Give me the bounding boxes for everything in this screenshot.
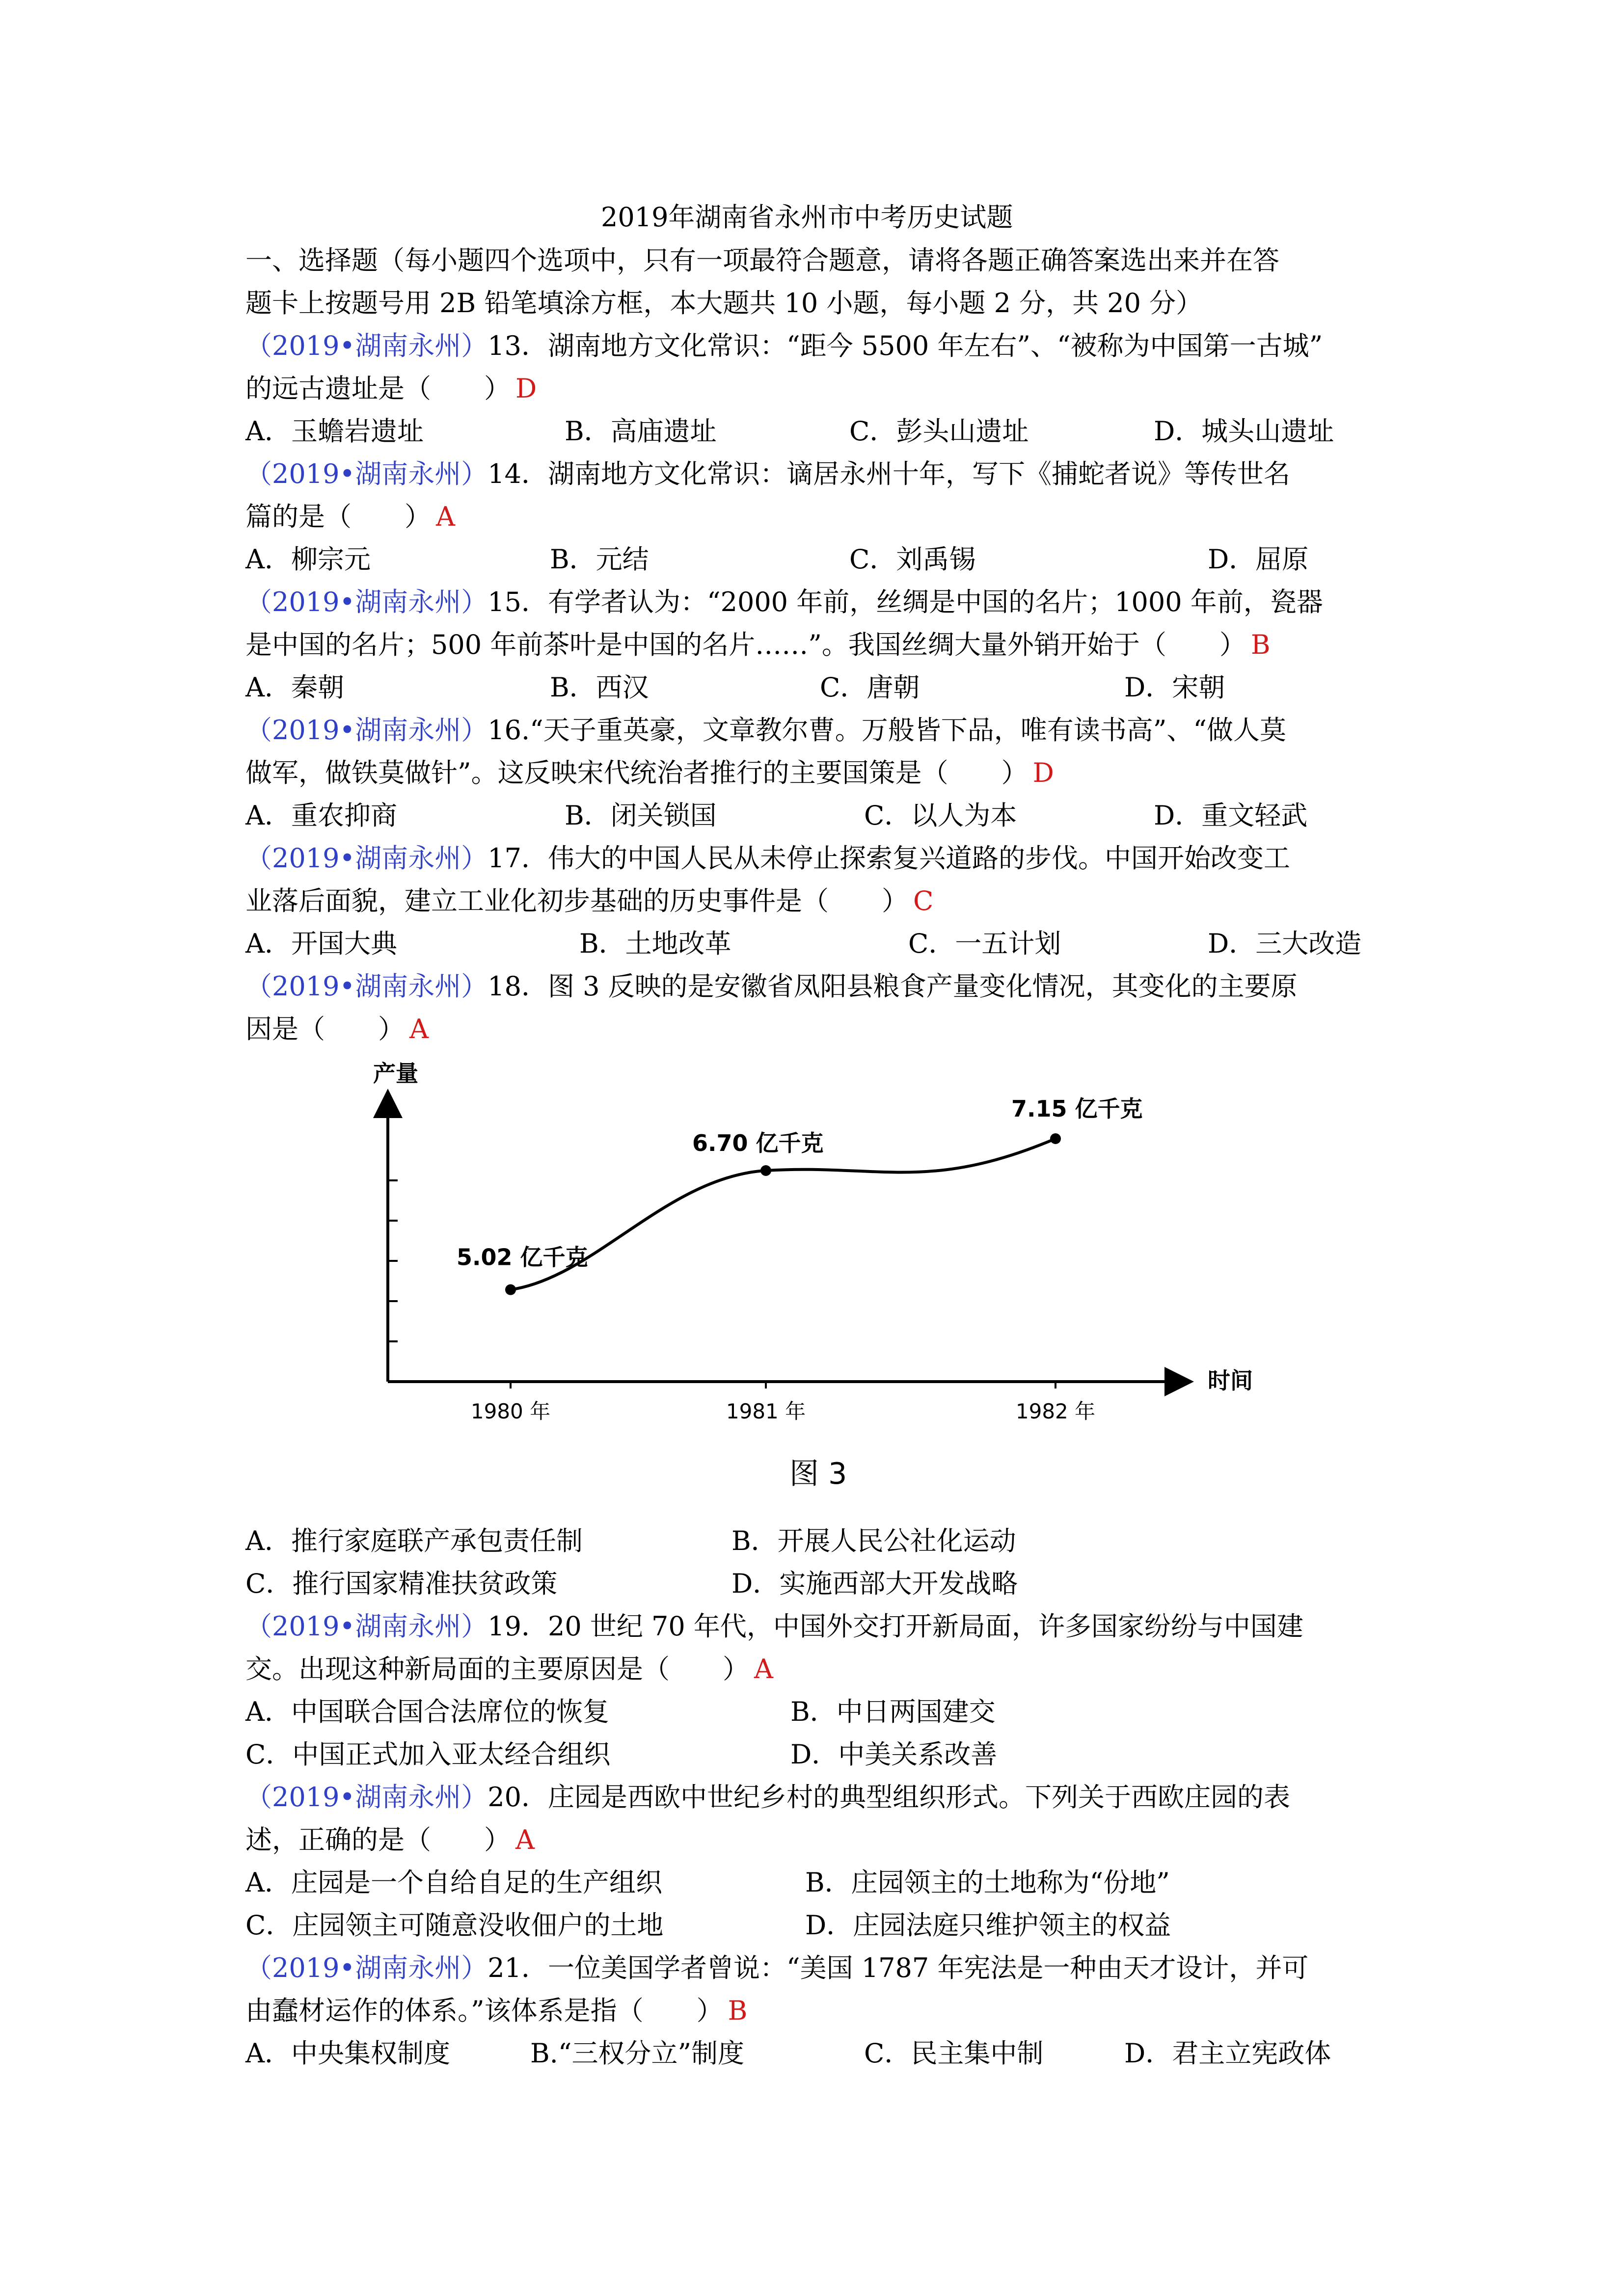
data-label: 5.02 亿千克 xyxy=(457,1244,588,1271)
question-18-cont xyxy=(245,1013,429,1045)
question-text: 20．庄园是西欧中世纪乡村的典型组织形式。下列关于西欧庄园的表 xyxy=(487,1782,1290,1813)
chart-marks xyxy=(457,1095,1143,1423)
option-d: D．宋朝 xyxy=(1124,672,1225,703)
option-a: A．玉蟾岩遗址 xyxy=(245,416,424,447)
question-text: 交。出现这种新局面的主要原因是（ ） xyxy=(245,1654,749,1684)
option-b: B．中日两国建交 xyxy=(790,1696,996,1727)
option-a: A．开国大典 xyxy=(245,928,397,959)
x-tick-label: 1982 年 xyxy=(1015,1399,1096,1423)
option-a: A．秦朝 xyxy=(245,672,344,703)
question-text: 因是（ ） xyxy=(245,1014,405,1044)
option-a: A．推行家庭联产承包责任制 xyxy=(245,1525,583,1556)
question-text: 是中国的名片；500 年前茶叶是中国的名片……”。我国丝绸大量外销开始于（ ） xyxy=(245,629,1246,660)
answer-key: A xyxy=(754,1654,773,1684)
y-axis-label: 产量 xyxy=(373,1060,418,1087)
x-tick-label: 1981 年 xyxy=(726,1399,806,1423)
question-17 xyxy=(245,842,1290,875)
question-15-cont xyxy=(245,629,1271,661)
question-14 xyxy=(245,458,1290,490)
question-source: （2019•湖南永州） xyxy=(245,1611,488,1642)
answer-key: D xyxy=(1032,757,1054,788)
question-source: （2019•湖南永州） xyxy=(245,1952,488,1983)
option-b: B．西汉 xyxy=(550,672,649,703)
answer-key: A xyxy=(436,501,455,532)
option-a: A．中央集权制度 xyxy=(245,2038,450,2069)
data-label: 6.70 亿千克 xyxy=(692,1130,824,1156)
question-17-cont xyxy=(245,885,933,917)
option-c: C．唐朝 xyxy=(820,672,920,703)
question-source: （2019•湖南永州） xyxy=(245,1782,488,1813)
question-source: （2019•湖南永州） xyxy=(245,458,488,489)
question-source: （2019•湖南永州） xyxy=(245,330,488,361)
question-text: 由蠢材运作的体系。”该体系是指（ ） xyxy=(245,1995,723,2026)
question-19 xyxy=(245,1610,1303,1643)
option-b: B．高庙遗址 xyxy=(565,416,717,447)
section-heading: 一、选择题（每小题四个选项中，只有一项最符合题意，请将各题正确答案选出来并在答 xyxy=(245,245,1279,276)
option-c: C．刘禹锡 xyxy=(849,544,976,575)
answer-key: B xyxy=(1250,629,1271,660)
option-a: A．中国联合国合法席位的恢复 xyxy=(245,1696,609,1727)
question-21-cont xyxy=(245,1995,747,2027)
series-line xyxy=(511,1139,1056,1290)
option-b: B．闭关锁国 xyxy=(565,800,717,831)
question-20-cont xyxy=(245,1824,535,1856)
question-source: （2019•湖南永州） xyxy=(245,971,488,1002)
answer-key: A xyxy=(409,1014,429,1044)
x-axis-label: 时间 xyxy=(1208,1367,1253,1394)
question-text: 篇的是（ ） xyxy=(245,501,431,532)
option-c: C．民主集中制 xyxy=(864,2038,1044,2069)
question-text: 15．有学者认为：“2000 年前，丝绸是中国的名片；1000 年前，瓷器 xyxy=(487,587,1323,617)
data-point xyxy=(1050,1133,1061,1144)
question-source: （2019•湖南永州） xyxy=(245,843,488,874)
answer-key: C xyxy=(913,885,934,916)
data-label: 7.15 亿千克 xyxy=(1011,1095,1143,1122)
option-d: D．中美关系改善 xyxy=(790,1739,998,1770)
question-14-cont xyxy=(245,501,455,533)
answer-key: D xyxy=(515,373,537,404)
option-c: C．庄园领主可随意没收佃户的土地 xyxy=(245,1910,664,1941)
option-c: C．一五计划 xyxy=(908,928,1061,959)
option-c: C．推行国家精准扶贫政策 xyxy=(245,1568,558,1599)
option-b: B．元结 xyxy=(550,544,649,575)
option-c: C．彭头山遗址 xyxy=(849,416,1029,447)
section-heading-cont: 题卡上按题号用 2B 铅笔填涂方框，本大题共 10 小题，每小题 2 分，共 20 分） xyxy=(245,288,1203,319)
option-b: B.“三权分立”制度 xyxy=(530,2038,745,2069)
option-d: D．屈原 xyxy=(1208,544,1309,575)
question-text: 17．伟大的中国人民从未停止探索复兴道路的步伐。中国开始改变工 xyxy=(487,843,1290,874)
question-19-cont xyxy=(245,1653,773,1685)
answer-key: B xyxy=(728,1995,748,2026)
grain-output-chart xyxy=(363,1058,1276,1445)
question-16-cont xyxy=(245,757,1054,789)
question-16 xyxy=(245,714,1286,747)
data-point xyxy=(760,1165,771,1176)
question-text: 述，正确的是（ ） xyxy=(245,1824,511,1855)
question-20 xyxy=(245,1781,1290,1814)
option-a: A．重农抑商 xyxy=(245,800,397,831)
question-source: （2019•湖南永州） xyxy=(245,715,488,746)
option-d: D．实施西部大开发战略 xyxy=(731,1568,1018,1599)
option-d: D．重文轻武 xyxy=(1154,800,1308,831)
option-b: B．土地改革 xyxy=(579,928,731,959)
option-d: D．庄园法庭只维护领主的权益 xyxy=(805,1910,1171,1941)
option-d: D．城头山遗址 xyxy=(1154,416,1334,447)
question-13 xyxy=(245,330,1323,362)
answer-key: A xyxy=(515,1824,535,1855)
question-15 xyxy=(245,586,1323,618)
option-a: A．柳宗元 xyxy=(245,544,371,575)
page-title: 2019年湖南省永州市中考历史试题 xyxy=(601,202,1013,233)
figure-caption: 图 3 xyxy=(789,1457,847,1491)
option-b: B．开展人民公社化运动 xyxy=(731,1525,1016,1556)
option-c: C．以人为本 xyxy=(864,800,1017,831)
question-18 xyxy=(245,970,1298,1003)
option-c: C．中国正式加入亚太经合组织 xyxy=(245,1739,611,1770)
question-21 xyxy=(245,1952,1308,1984)
question-text: 19．20 世纪 70 年代，中国外交打开新局面，许多国家纷纷与中国建 xyxy=(487,1611,1303,1642)
question-text: 业落后面貌，建立工业化初步基础的历史事件是（ ） xyxy=(245,885,908,916)
question-text: 的远古遗址是（ ） xyxy=(245,373,511,404)
data-point xyxy=(505,1284,516,1295)
question-text: 21．一位美国学者曾说：“美国 1787 年宪法是一种由天才设计，并可 xyxy=(487,1952,1309,1983)
question-13-cont xyxy=(245,373,537,405)
question-text: 做军，做铁莫做针”。这反映宋代统治者推行的主要国策是（ ） xyxy=(245,757,1028,788)
option-a: A．庄园是一个自给自足的生产组织 xyxy=(245,1867,662,1898)
question-text: 18．图 3 反映的是安徽省凤阳县粮食产量变化情况，其变化的主要原 xyxy=(487,971,1298,1002)
option-d: D．君主立宪政体 xyxy=(1124,2038,1331,2069)
option-d: D．三大改造 xyxy=(1208,928,1362,959)
question-text: 16.“天子重英豪，文章教尔曹。万般皆下品，唯有读书高”、“做人莫 xyxy=(487,715,1286,746)
option-b: B．庄园领主的土地称为“份地” xyxy=(805,1867,1170,1898)
question-source: （2019•湖南永州） xyxy=(245,587,488,617)
question-text: 14．湖南地方文化常识：谪居永州十年，写下《捕蛇者说》等传世名 xyxy=(487,458,1290,489)
question-text: 13．湖南地方文化常识：“距今 5500 年左右”、“被称为中国第一古城” xyxy=(487,330,1323,361)
x-tick-label: 1980 年 xyxy=(470,1399,551,1423)
